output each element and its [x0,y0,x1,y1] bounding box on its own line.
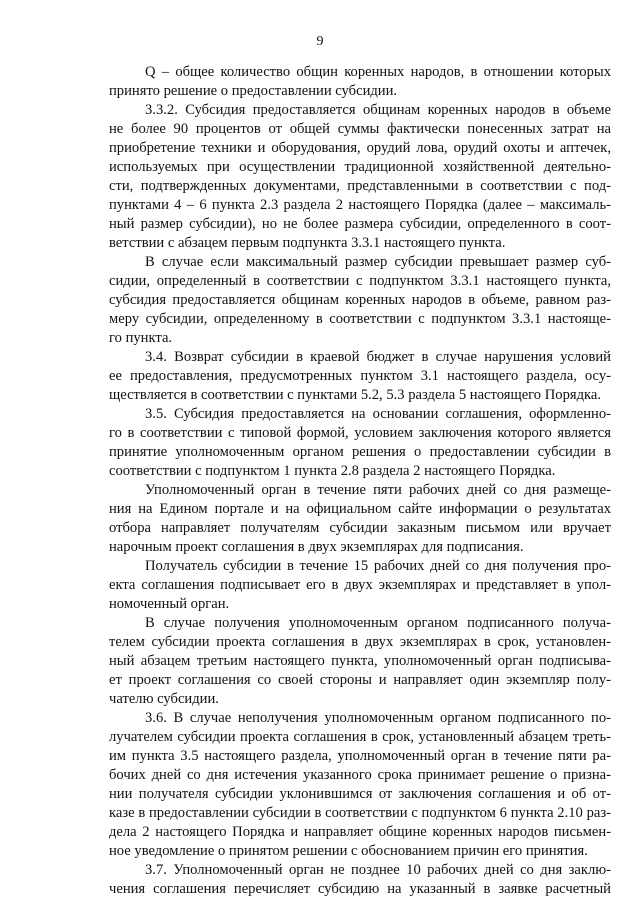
text-line: В случае получения уполномоченным органом подписанного получа- [145,615,611,631]
text-line: субсидия предоставляется общинам коренных народов в объеме, равном раз- [109,292,611,308]
text-line: 3.5. Субсидия предоставляется на основании соглашения, оформленно- [145,406,611,422]
text-line: принятие уполномоченным органом решения о предоставлении субсидии в [109,444,611,460]
text-line: Уполномоченный орган в течение пяти рабочих дней со дня размеще- [145,482,611,498]
text-line: бочих дней со дня истечения указанного срока принимает решение о призна- [109,767,611,783]
text-line: екта соглашения подписывает его в двух экземплярах и представляет в упол- [109,577,611,593]
paragraph [109,614,611,709]
text-line: Получатель субсидии в течение 15 рабочих дней со дня получения про- [145,558,611,574]
text-line: чателю субсидии. [109,691,219,707]
text-line: соответствии с подпунктом 1 пункта 2.8 раздела 2 настоящего Порядка. [109,463,556,479]
text-line: ный размер субсидии), но не более размера субсидии, определенного в соот- [109,216,611,232]
text-line: чения соглашения перечисляет субсидию на указанный в заявке расчетный [109,881,611,897]
paragraph [109,63,611,101]
text-line: отбора направляет получателям субсидии заказным письмом или вручает [109,520,611,536]
text-line: телем субсидии проекта соглашения в двух экземплярах в срок, установлен- [109,634,611,650]
paragraph [109,405,611,481]
text-line: ный абзацем третьим настоящего пункта, уполномоченный орган подписыва- [109,653,611,669]
text-line: ветствии с абзацем первым подпункта 3.3.1 настоящего пункта. [109,235,506,251]
paragraph [109,348,611,405]
text-line: 3.7. Уполномоченный орган не позднее 10 рабочих дней со дня заклю- [145,862,611,878]
paragraph [109,709,611,861]
text-line: казе в предоставлении субсидии в соответствии с подпунктом 6 пункта 2.10 раз- [109,805,611,821]
text-line: ее предоставления, предусмотренных пунктом 3.1 настоящего раздела, осу- [109,368,611,384]
text-line: пунктами 4 – 6 пункта 2.3 раздела 2 настоящего Порядка (далее – максималь- [109,197,611,213]
text-line: 3.4. Возврат субсидии в краевой бюджет в случае нарушения условий [145,349,611,365]
text-line: В случае если максимальный размер субсидии превышает размер суб- [145,254,611,270]
paragraph [109,481,611,557]
text-line: дела 2 настоящего Порядка и направляет общине коренных народов письмен- [109,824,611,840]
page-number: 9 [316,34,324,49]
text-line: сти, подтвержденных документами, представленными в соответствии с под- [109,178,611,194]
text-line: лучателем субсидии проекта соглашения в срок, установленный абзацем треть- [109,729,611,745]
text-line: принято решение о предоставлении субсидии. [109,83,398,99]
text-line: Q – общее количество общин коренных народов, в отношении которых [145,64,611,80]
text-line: сидии, определенный в соответствии с подпунктом 3.3.1 настоящего пункта, [109,273,611,289]
paragraph [109,101,611,253]
text-line: ществляется в соответствии с пунктами 5.2, 5.3 раздела 5 настоящего Порядка. [109,387,602,403]
text-line: используемых при осуществлении традиционной хозяйственной деятельно- [109,159,611,175]
text-line: ния на Едином портале и на официальном сайте информации о результатах [109,501,611,517]
document-body [109,63,611,899]
text-line: ное уведомление о принятом решении с обоснованием причин его принятия. [109,843,588,859]
text-line: им пункта 3.5 настоящего раздела, уполномоченный орган в течение пяти ра- [109,748,611,764]
paragraph [109,557,611,614]
text-line: меру субсидии, определенному в соответствии с подпунктом 3.3.1 настояще- [109,311,611,327]
text-line: номоченный орган. [109,596,230,612]
text-line: 3.3.2. Субсидия предоставляется общинам коренных народов в объеме [145,102,611,118]
text-line: нарочным проект соглашения в двух экземплярах для подписания. [109,539,524,555]
text-line: не более 90 процентов от общей суммы фактически понесенных затрат на [109,121,611,137]
text-line: 3.6. В случае неполучения уполномоченным органом подписанного по- [145,710,611,726]
text-line: нии получателя субсидии уклонившимся от заключения соглашения и об от- [109,786,611,802]
paragraph [109,253,611,348]
text-line: го в соответствии с типовой формой, условием заключения которого является [109,425,611,441]
text-line: ет проект соглашения со своей стороны и направляет один экземпляр полу- [109,672,611,688]
paragraph [109,861,611,899]
text-line: го пункта. [109,330,173,346]
text-line: приобретение техники и оборудования, орудий лова, орудий охоты и аптечек, [109,140,611,156]
